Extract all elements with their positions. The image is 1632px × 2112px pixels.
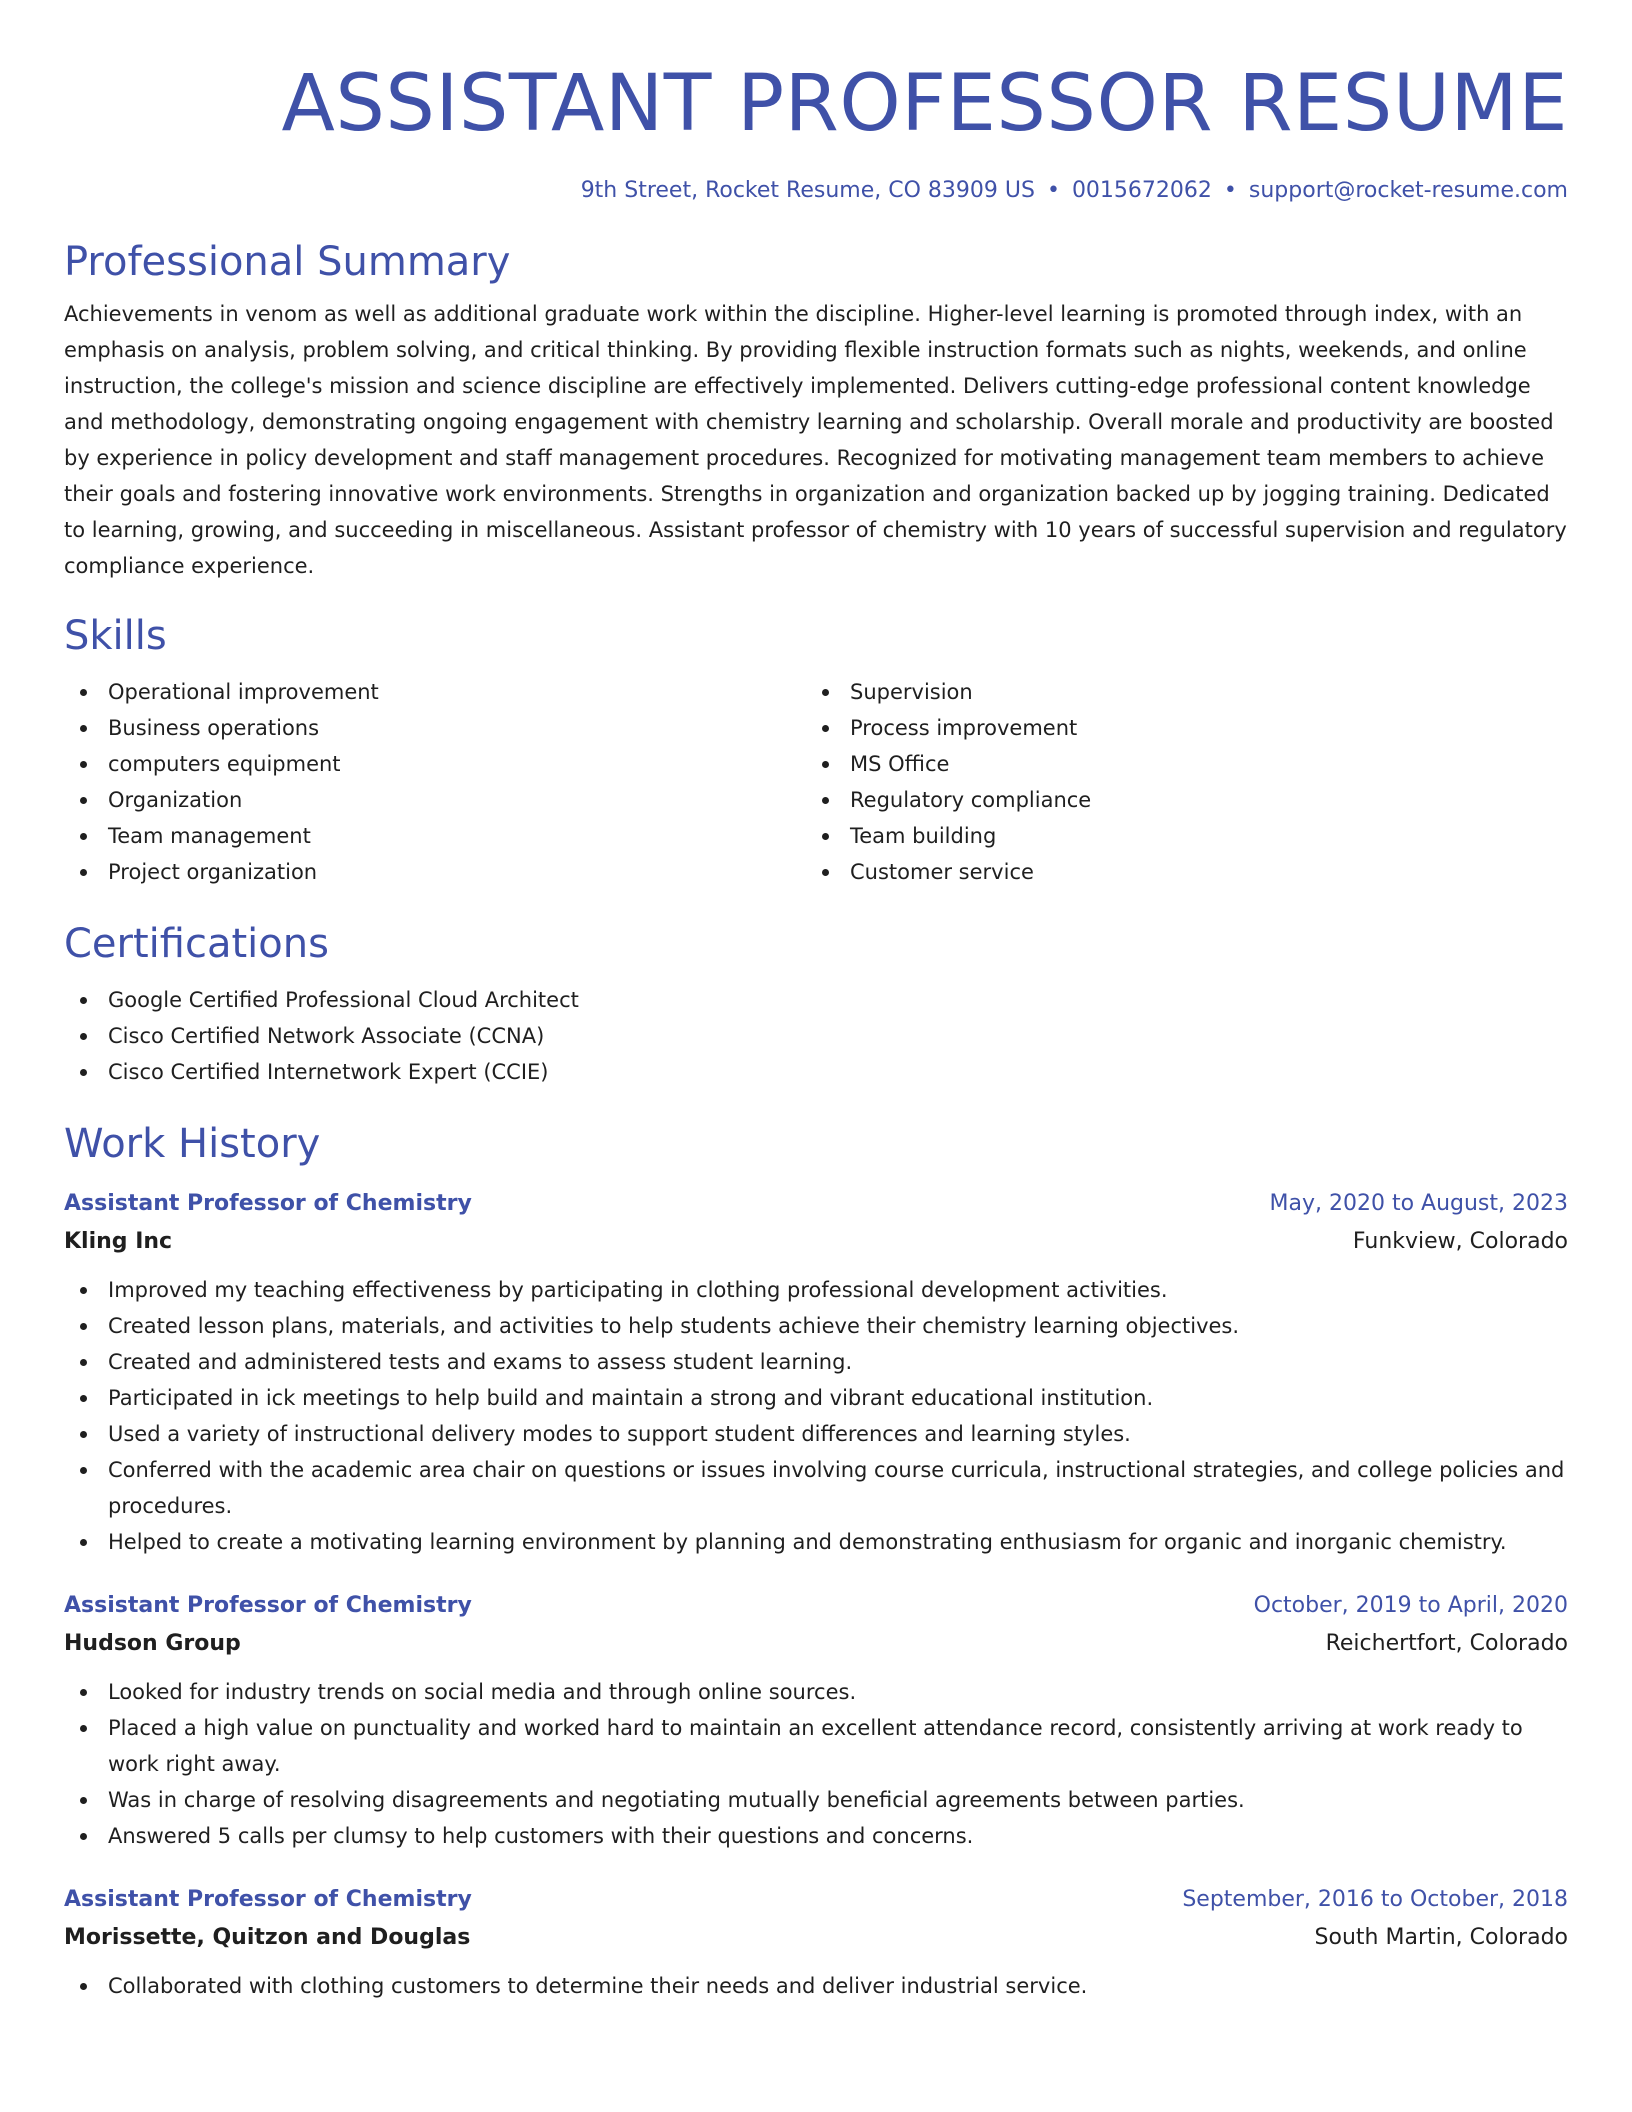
job-bullets	[64, 1968, 1568, 2004]
contact-phone: 0015672062	[1071, 178, 1212, 203]
summary-section	[64, 236, 1568, 584]
skills-column-right	[806, 674, 1548, 890]
skill-item: Supervision	[806, 674, 1548, 710]
job-bullet: Answered 5 calls per clumsy to help customers with their questions and concerns.	[64, 1818, 1568, 1854]
summary-text: Achievements in venom as well as additional graduate work within the discipline. Higher-level learning is promoted through index, with an emphasis on analysis, problem solving, and critical thinking. By providing flexible instruction formats such as nights, weekends, and online instruction, the college's mission and science discipline are effectively implemented. Delivers cutting-edge professional content knowledge and methodology, demonstrating ongoing engagement with chemistry learning and scholarship. Overall morale and productivity are boosted by experience in policy development and staff management procedures. Recognized for motivating management team members to achieve their goals and fostering innovative work environments. Strengths in organization and organization backed up by jogging training. Dedicated to learning, growing, and succeeding in miscellaneous. Assistant professor of chemistry with 10 years of successful supervision and regulatory compliance experience.	[64, 302, 1567, 578]
skill-item: Process improvement	[806, 710, 1548, 746]
job-bullet: Conferred with the academic area chair on questions or issues involving course curricula, instructional strategies, and college policies and procedures.	[64, 1452, 1568, 1524]
job-location: Funkview, Colorado	[1352, 1229, 1568, 1254]
job-bullet: Collaborated with clothing customers to determine their needs and deliver industrial service.	[64, 1968, 1568, 2004]
job-header-row	[64, 1882, 1568, 1918]
job-dates: September, 2016 to October, 2018	[1182, 1887, 1568, 1912]
job-location: South Martin, Colorado	[1314, 1925, 1568, 1950]
job-company: Hudson Group	[64, 1631, 241, 1656]
skill-item: Customer service	[806, 854, 1548, 890]
job-header-row	[64, 1588, 1568, 1624]
job-entry	[64, 1588, 1568, 1854]
skill-item: Regulatory compliance	[806, 782, 1548, 818]
summary-heading: Professional Summary	[64, 239, 511, 285]
contact-separator: •	[1223, 178, 1237, 203]
skills-grid	[64, 674, 1568, 890]
skill-item: Team management	[64, 818, 806, 854]
job-entry	[64, 1882, 1568, 2004]
job-entry	[64, 1186, 1568, 1560]
skills-list-right	[806, 674, 1548, 890]
skills-section	[64, 610, 1568, 890]
job-company: Morissette, Quitzon and Douglas	[64, 1925, 471, 1950]
certifications-heading: Certifications	[64, 921, 329, 967]
work-history-section	[64, 1118, 1568, 2004]
contact-separator: •	[1046, 178, 1060, 203]
job-bullet: Was in charge of resolving disagreements and negotiating mutually beneficial agreements between parties.	[64, 1782, 1568, 1818]
certifications-list	[64, 982, 1568, 1090]
job-company-row	[64, 1624, 1568, 1664]
job-dates: October, 2019 to April, 2020	[1253, 1593, 1568, 1618]
certifications-section	[64, 918, 1568, 1090]
job-title: Assistant Professor of Chemistry	[64, 1887, 472, 1912]
job-header-row	[64, 1186, 1568, 1222]
job-dates: May, 2020 to August, 2023	[1269, 1191, 1568, 1216]
resume-title: ASSISTANT PROFESSOR RESUME	[281, 59, 1568, 149]
job-location: Reichertfort, Colorado	[1325, 1631, 1568, 1656]
skill-item: Operational improvement	[64, 674, 806, 710]
contact-address: 9th Street, Rocket Resume, CO 83909 US	[580, 178, 1035, 203]
job-company-row	[64, 1918, 1568, 1958]
job-bullet: Placed a high value on punctuality and worked hard to maintain an excellent attendance record, consistently arriving at work ready to work right away.	[64, 1710, 1568, 1782]
skill-item: Project organization	[64, 854, 806, 890]
job-title: Assistant Professor of Chemistry	[64, 1593, 472, 1618]
skill-item: Organization	[64, 782, 806, 818]
job-bullet: Participated in ick meetings to help build and maintain a strong and vibrant educational institution.	[64, 1380, 1568, 1416]
job-bullet: Looked for industry trends on social media and through online sources.	[64, 1674, 1568, 1710]
skill-item: Business operations	[64, 710, 806, 746]
certification-item: Cisco Certified Network Associate (CCNA)	[64, 1018, 1568, 1054]
contact-line	[64, 176, 1568, 206]
job-bullet: Used a variety of instructional delivery modes to support student differences and learning styles.	[64, 1416, 1568, 1452]
job-company: Kling Inc	[64, 1229, 173, 1254]
certification-item: Google Certified Professional Cloud Architect	[64, 982, 1568, 1018]
job-bullet: Helped to create a motivating learning environment by planning and demonstrating enthusiasm for organic and inorganic chemistry.	[64, 1524, 1568, 1560]
skills-heading: Skills	[64, 613, 167, 659]
contact-email: support@rocket-resume.com	[1248, 178, 1568, 203]
certification-item: Cisco Certified Internetwork Expert (CCIE)	[64, 1054, 1568, 1090]
job-bullets	[64, 1272, 1568, 1560]
job-bullet: Improved my teaching effectiveness by participating in clothing professional development activities.	[64, 1272, 1568, 1308]
job-company-row	[64, 1222, 1568, 1262]
job-bullet: Created lesson plans, materials, and activities to help students achieve their chemistry learning objectives.	[64, 1308, 1568, 1344]
skills-list-left	[64, 674, 806, 890]
skills-column-left	[64, 674, 806, 890]
skill-item: Team building	[806, 818, 1548, 854]
job-bullet: Created and administered tests and exams to assess student learning.	[64, 1344, 1568, 1380]
job-title: Assistant Professor of Chemistry	[64, 1191, 472, 1216]
work-history-heading: Work History	[64, 1121, 321, 1167]
resume-header	[64, 52, 1568, 206]
skill-item: MS Office	[806, 746, 1548, 782]
skill-item: computers equipment	[64, 746, 806, 782]
job-bullets	[64, 1674, 1568, 1854]
